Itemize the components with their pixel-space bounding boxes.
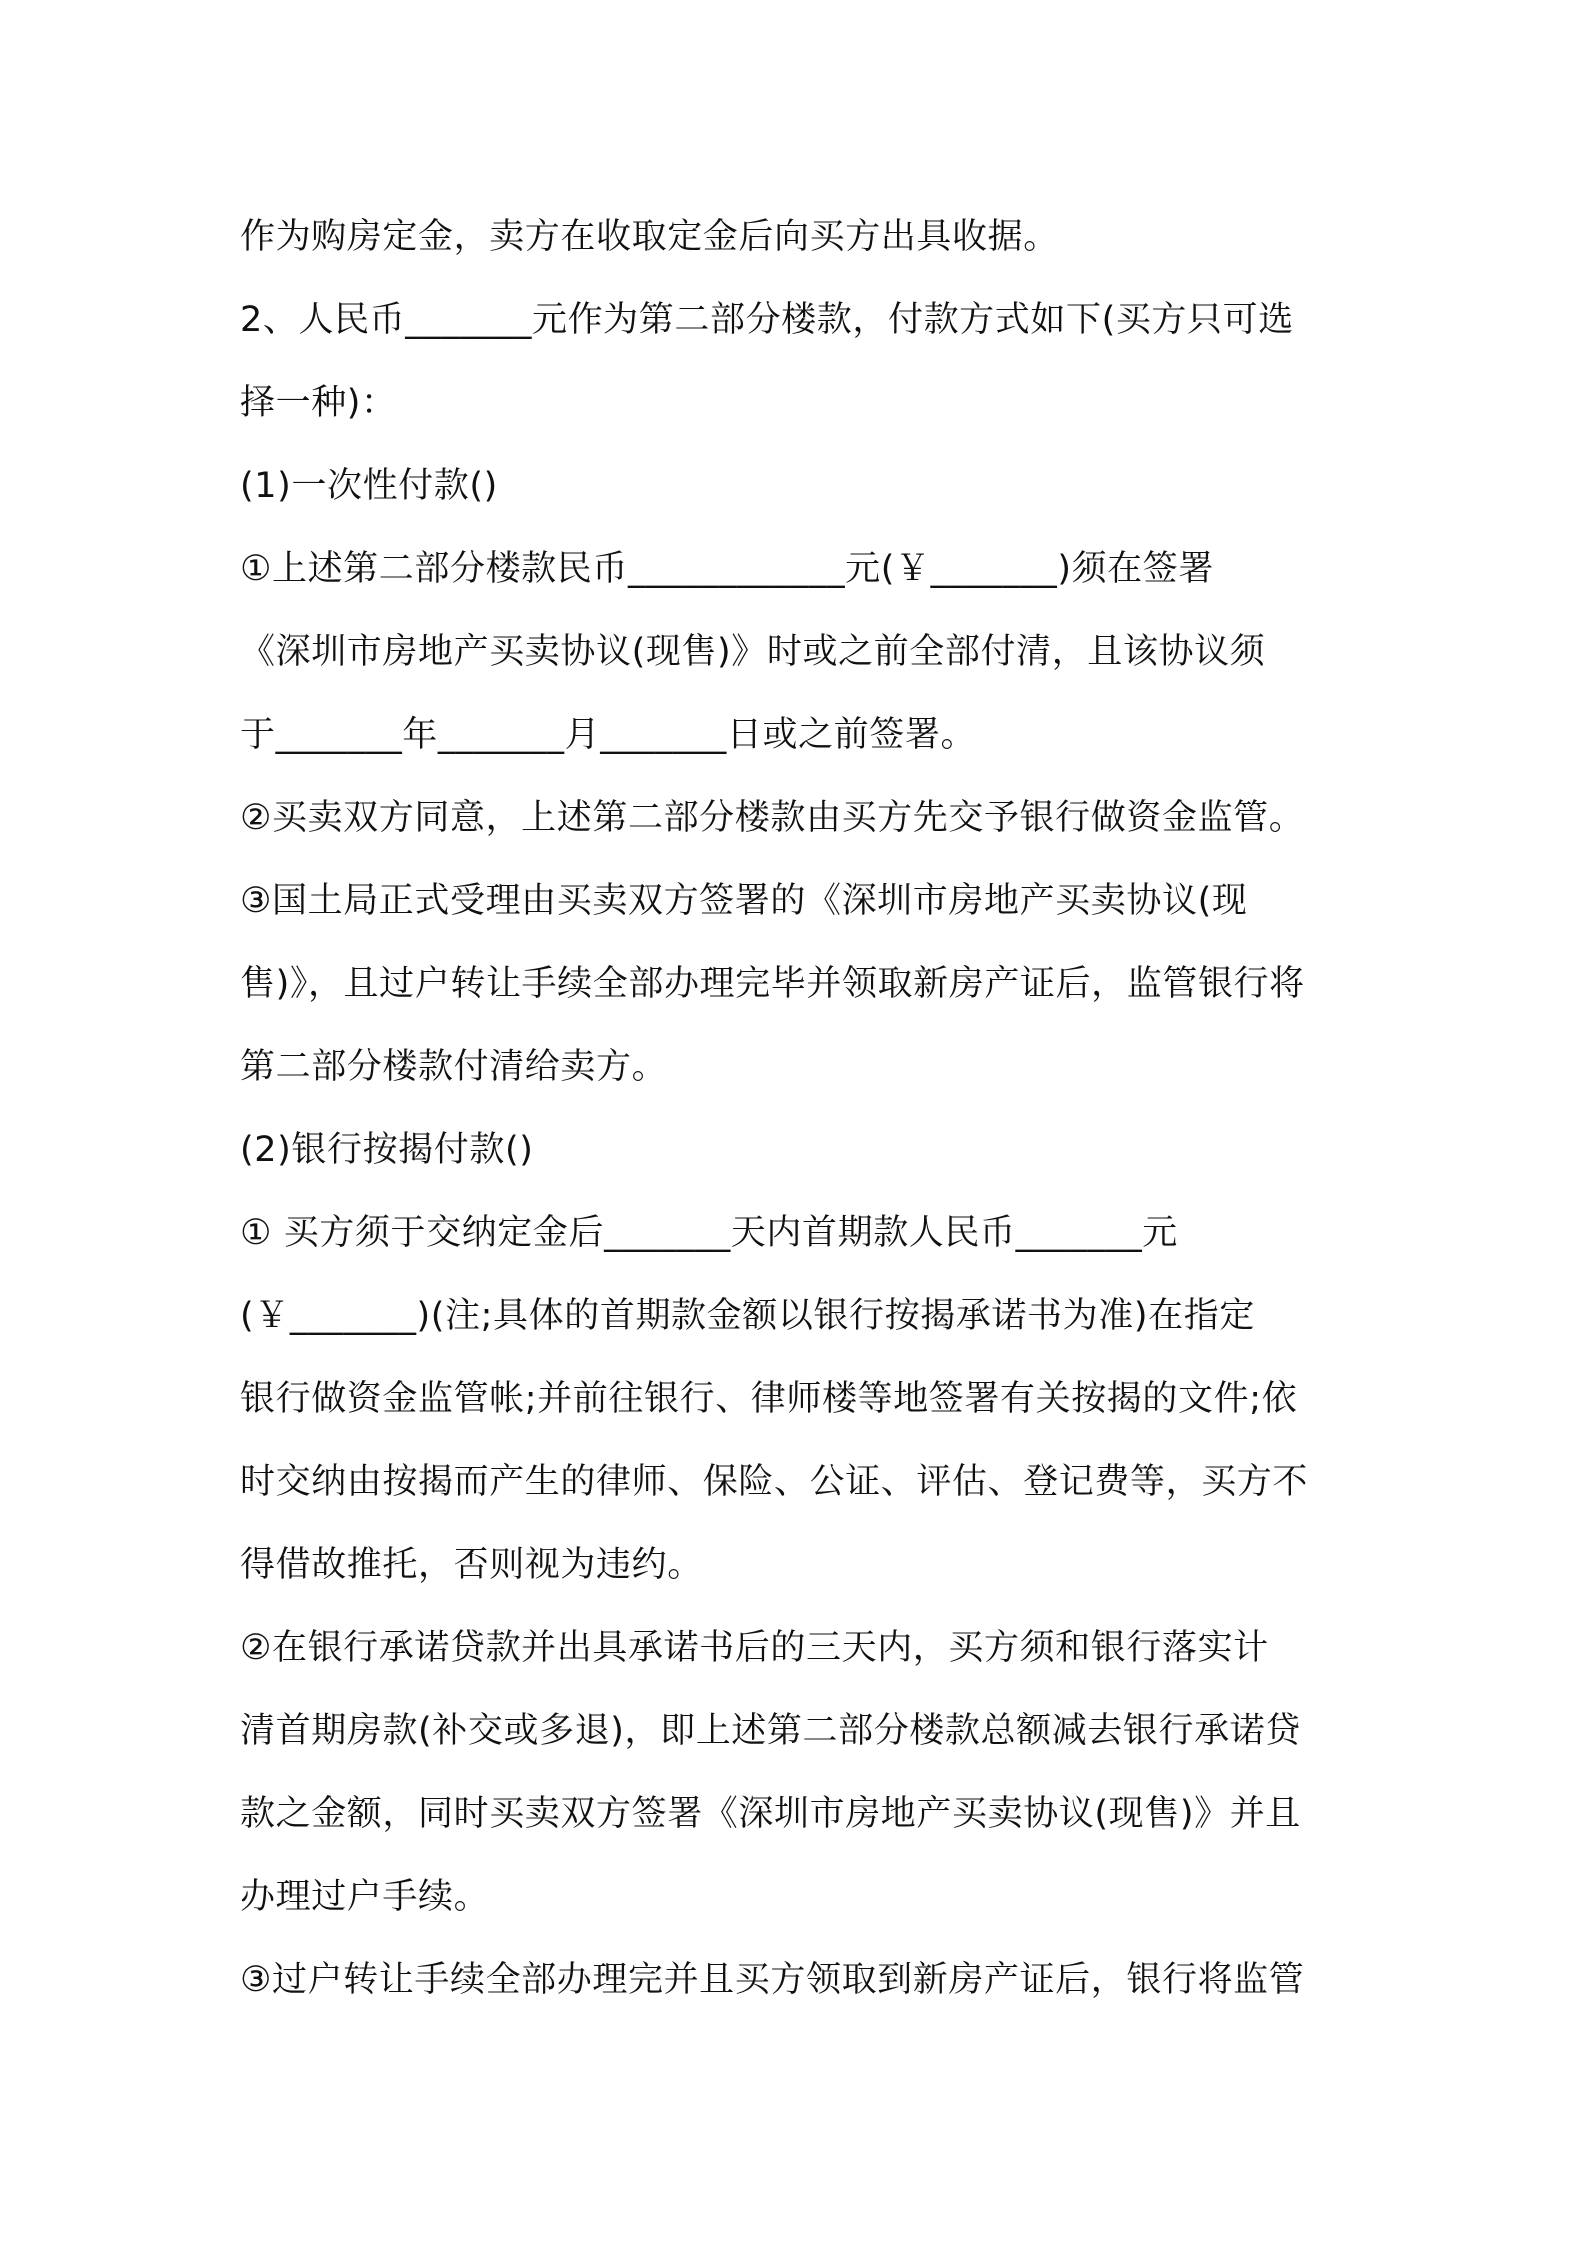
text-line: 作为购房定金，卖方在收取定金后向买方出具收据。: [240, 217, 1059, 257]
text-line: (1)一次性付款(): [240, 466, 498, 506]
text-line: 《深圳市房地产买卖协议(现售)》时或之前全部付清，且该协议须: [240, 632, 1266, 672]
text-line: ③国土局正式受理由买卖双方签署的《深圳市房地产买卖协议(现: [240, 881, 1248, 921]
text-line: 择一种)：: [240, 383, 397, 423]
text-line: 得借故推托，否则视为违约。: [240, 1545, 703, 1585]
text-line: 清首期房款(补交或多退)，即上述第二部分楼款总额减去银行承诺贷: [240, 1711, 1301, 1751]
document-body: [240, 196, 1360, 2022]
text-line: 第二部分楼款付清给卖方。: [240, 1047, 668, 1087]
text-line: ②在银行承诺贷款并出具承诺书后的三天内，买方须和银行落实计: [240, 1628, 1269, 1668]
text-line: 售)》，且过户转让手续全部办理完毕并领取新房产证后，监管银行将: [240, 964, 1305, 1004]
text-line: 银行做资金监管帐;并前往银行、律师楼等地签署有关按揭的文件;依: [240, 1379, 1298, 1419]
text-line: ①上述第二部分楼款民币____________元(￥_______)须在签署: [240, 549, 1214, 589]
text-line: 办理过户手续。: [240, 1877, 490, 1917]
text-line: 时交纳由按揭而产生的律师、保险、公证、评估、登记费等，买方不: [240, 1462, 1309, 1502]
text-line: ① 买方须于交纳定金后_______天内首期款人民币_______元: [240, 1213, 1178, 1253]
text-line: ③过户转让手续全部办理完并且买方领取到新房产证后，银行将监管: [240, 1960, 1305, 2000]
text-line: 2、人民币_______元作为第二部分楼款，付款方式如下(买方只可选: [240, 300, 1294, 340]
text-line: ②买卖双方同意，上述第二部分楼款由买方先交予银行做资金监管。: [240, 798, 1305, 838]
text-line: (￥_______)(注;具体的首期款金额以银行按揭承诺书为准)在指定: [240, 1296, 1255, 1336]
text-line: 款之金额，同时买卖双方签署《深圳市房地产买卖协议(现售)》并且: [240, 1794, 1301, 1834]
text-line: 于_______年_______月_______日或之前签署。: [240, 715, 977, 755]
text-line: (2)银行按揭付款(): [240, 1130, 534, 1170]
